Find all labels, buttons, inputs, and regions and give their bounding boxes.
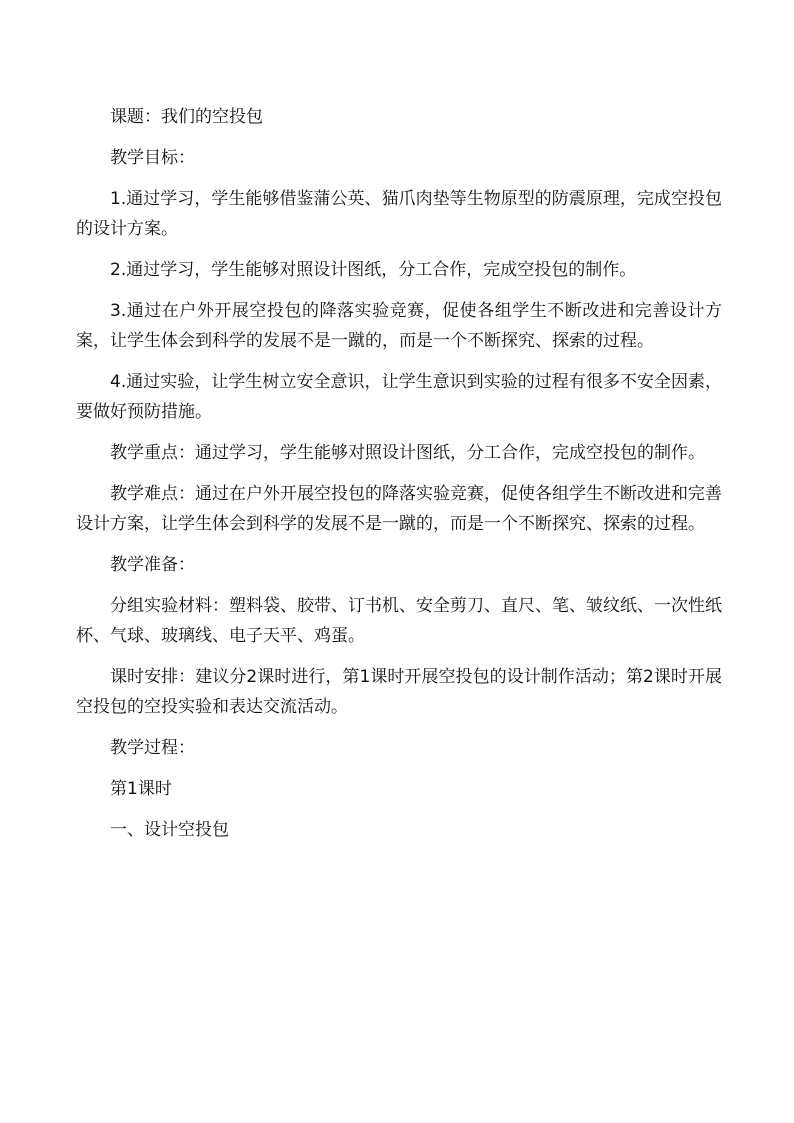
- objective-item: 2.通过学习，学生能够对照设计图纸，分工合作，完成空投包的制作。: [110, 260, 637, 280]
- schedule-paragraph: 课时安排：建议分2课时进行，第1课时开展空投包的设计制作活动；第2课时开展空投包的空投实验和表达交流活动。: [76, 667, 722, 717]
- difficulty-paragraph: 教学难点：通过在户外开展空投包的降落实验竞赛，促使各组学生不断改进和完善设计方案，让学生体会到科学的发展不是一蹴的，而是一个不断探究、探索的过程。: [76, 484, 722, 534]
- section-heading-process: 教学过程：: [110, 738, 195, 758]
- section-heading-objectives: 教学目标：: [110, 148, 195, 168]
- objective-item: 3.通过在户外开展空投包的降落实验竞赛，促使各组学生不断改进和完善设计方案，让学生体会到科学的发展不是一蹴的，而是一个不断探究、探索的过程。: [76, 301, 722, 351]
- objective-item: 1.通过学习，学生能够借鉴蒲公英、猫爪肉垫等生物原型的防震原理，完成空投包的设计方案。: [76, 189, 722, 239]
- subsection-heading: 一、设计空投包: [110, 820, 229, 840]
- objective-item: 4.通过实验，让学生树立安全意识，让学生意识到实验的过程有很多不安全因素，要做好预防措施。: [76, 372, 722, 422]
- lesson-period-heading: 第1课时: [110, 779, 172, 799]
- document-body: [76, 102, 722, 856]
- key-point-paragraph: 教学重点：通过学习，学生能够对照设计图纸，分工合作，完成空投包的制作。: [110, 443, 705, 463]
- section-heading-preparation: 教学准备：: [110, 555, 195, 575]
- materials-paragraph: 分组实验材料：塑料袋、胶带、订书机、安全剪刀、直尺、笔、皱纹纸、一次性纸杯、气球、玻璃线、电子天平、鸡蛋。: [76, 596, 722, 646]
- lesson-title: 课题：我们的空投包: [110, 107, 263, 127]
